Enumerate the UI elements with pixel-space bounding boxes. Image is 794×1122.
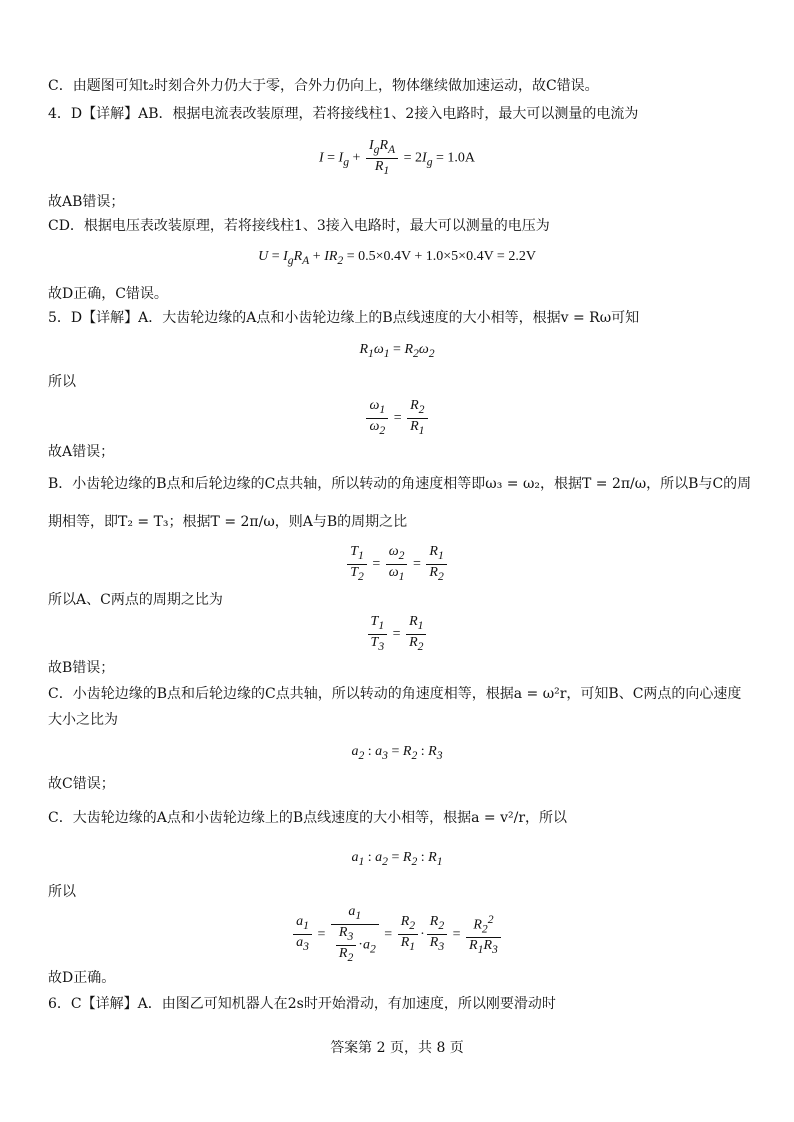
text-line: 故D正确，C错误。 — [48, 286, 168, 302]
text-line: 5．D【详解】A．大齿轮边缘的A点和小齿轮边缘上的B点线速度的大小相等，根据v = Rω可知 — [48, 310, 640, 326]
text-line: 故A错误； — [48, 444, 115, 460]
text-line: 期相等，即T₂ = T₃；根据T = 2π/ω，则A与B的周期之比 — [48, 514, 408, 530]
equation-omega-ratio: $\frac{\omega_1}{\omega_2}$ = $\frac{R_2}{R_1}$ — [0, 398, 794, 439]
text-line: 故D正确。 — [48, 970, 116, 986]
text-line: 所以 — [48, 374, 76, 390]
equation-voltage: $U = I_gR_A + IR_2 = 0.5\times 0.4V + 1.0\times 5\times 0.4V = 2.2V$ — [258, 249, 536, 267]
equation-current: $I = I_g$ + $\frac{I_gR_A}{R_1}$ = $2I_g = 1.0A$ — [318, 138, 476, 177]
equation-period-ac: $\frac{T_1}{T_3}$ = $\frac{R_1}{R_2}$ — [0, 614, 794, 655]
equation-period-ratio: $\frac{T_1}{T_2}$ = $\frac{\omega_2}{\omega_1}$ = $\frac{R_1}{R_2}$ — [0, 544, 794, 585]
text-line: C．由题图可知t₂时刻合外力仍大于零，合外力仍向上，物体继续做加速运动，故C错误。 — [48, 78, 599, 94]
text-line: 故C错误； — [48, 776, 115, 792]
page-footer: 答案第 2 页，共 8 页 — [330, 1040, 464, 1056]
text-line: 故AB错误； — [48, 194, 125, 210]
text-line: 所以A、C两点的周期之比为 — [48, 592, 223, 608]
equation-angular: $R_1\omega_1 = R_2\omega_2$ — [359, 342, 435, 360]
text-line: 6．C【详解】A．由图乙可知机器人在2s时开始滑动，有加速度，所以刚要滑动时 — [48, 996, 556, 1012]
text-line: 所以 — [48, 884, 76, 900]
text-line: CD．根据电压表改装原理，若将接线柱1、3接入电路时，最大可以测量的电压为 — [48, 218, 550, 234]
text-line: 故B错误； — [48, 660, 115, 676]
text-line: C．小齿轮边缘的B点和后轮边缘的C点共轴，所以转动的角速度相等，根据a = ω²r，可知B、C两点的向心速度 — [48, 686, 742, 702]
equation-accel-bc: $a_2$ : $a_3 = R_2$ : $R_3$ — [351, 744, 443, 762]
text-line: 大小之比为 — [48, 712, 118, 728]
text-line: C．大齿轮边缘的A点和小齿轮边缘上的B点线速度的大小相等，根据a = v²/r，所以 — [48, 810, 568, 826]
equation-accel-ab: $a_1$ : $a_2 = R_2$ : $R_1$ — [351, 850, 443, 868]
text-line: 4．D【详解】AB．根据电流表改装原理，若将接线柱1、2接入电路时，最大可以测量的电流为 — [48, 106, 639, 122]
text-line: B．小齿轮边缘的B点和后轮边缘的C点共轴，所以转动的角速度相等即ω₃ = ω₂，根据T = 2π/ω，所以B与C的周 — [48, 476, 752, 492]
equation-accel-ac: $\frac{a_1}{a_3}$ = $a_1$ $\frac{R_3}{R_2}$ $\cdot a_2$ = $\frac{R_2}{R_1}$ · $\frac{R_2}{R_3}$ = $\frac{R_2^2}{R_1R_3}$ — [0, 904, 794, 965]
